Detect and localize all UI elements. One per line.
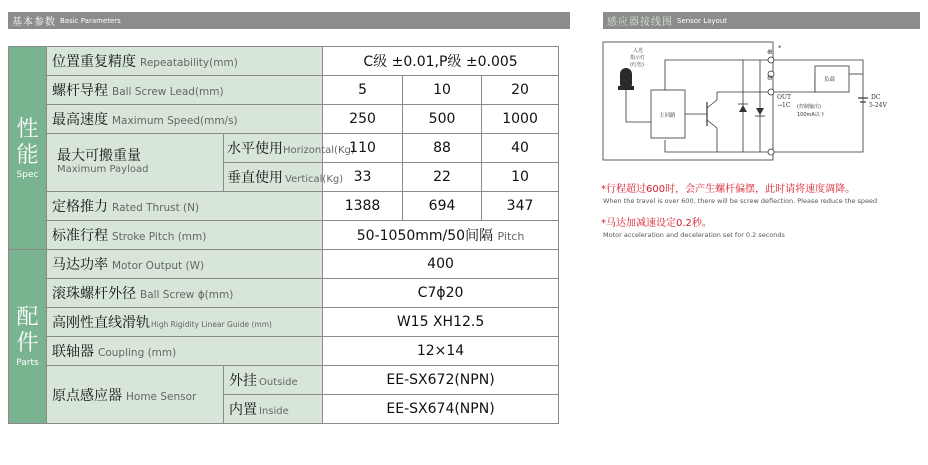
- value-cell: 250: [323, 105, 403, 134]
- sensor-layout-header: [603, 12, 920, 29]
- label-en: Maximum Payload: [57, 163, 149, 175]
- parameters-table: [8, 46, 559, 424]
- lamp-label-3: (红色): [630, 62, 644, 68]
- star-sign: *: [778, 44, 782, 52]
- label-en: Coupling (mm): [98, 347, 177, 359]
- sensor-wiring-diagram: [603, 42, 915, 160]
- output-note-1: (控制输出): [797, 104, 821, 110]
- wire: [665, 60, 771, 90]
- label-zh: 定格推力: [52, 199, 108, 215]
- value-cell: 1388: [323, 192, 403, 221]
- value-cell: EE-SX672(NPN): [323, 366, 559, 395]
- lamp-label-1: 入光: [633, 48, 644, 54]
- note-travel-zh: *行程超过600时，会产生螺杆偏摆，此时请将速度调降。: [601, 184, 856, 195]
- label-en: Horizontal(Kg): [283, 145, 355, 156]
- label-zh: 高刚性直线滑轨: [52, 315, 150, 331]
- value-cell: 1000: [482, 105, 559, 134]
- label-cell: [47, 221, 323, 250]
- label-en: Outside: [259, 377, 298, 388]
- note-travel-en: When the travel is over 600, there will be screw deflection. Please reduce the speed: [603, 197, 878, 205]
- output-note-2: 100mA以下: [797, 112, 825, 118]
- wire: [665, 140, 771, 152]
- voltage-label: 5-24V: [869, 102, 887, 109]
- value-cell: 110: [323, 134, 403, 163]
- label-cell: [224, 163, 344, 192]
- value-cell: 5: [323, 76, 403, 105]
- group-spec-cell: [9, 47, 47, 250]
- minus-sign: ⊖: [767, 74, 773, 82]
- terminal-gnd: [768, 149, 774, 155]
- label-cell: [47, 47, 323, 76]
- label-zh: 标准行程: [52, 228, 108, 244]
- label-zh: 内置: [229, 402, 257, 418]
- plus-sign: ⊕: [767, 48, 773, 56]
- table-row-coupling: [9, 337, 559, 366]
- out-label: OUT: [777, 94, 791, 101]
- label-cell: [47, 279, 323, 308]
- value-cell: 88: [403, 134, 482, 163]
- table-row-motor: [9, 250, 559, 279]
- label-en: Repeatability(mm): [140, 57, 238, 69]
- label-zh: 位置重复精度: [52, 54, 136, 70]
- label-zh: 联轴器: [52, 344, 94, 360]
- label-cell: [47, 308, 323, 337]
- table-row-lead: [9, 76, 559, 105]
- value-cell: 10: [482, 163, 559, 192]
- group-spec-zh: 性能: [16, 116, 39, 168]
- label-en: Motor Output (W): [112, 260, 205, 272]
- value-cell: 347: [482, 192, 559, 221]
- label-en: High Rigidity Linear Guide (mm): [151, 320, 272, 329]
- group-parts-en: Parts: [16, 358, 39, 368]
- label-cell: [47, 76, 323, 105]
- dc-label: DC: [871, 94, 881, 101]
- value-cell: [323, 221, 559, 250]
- value-cell: 12×14: [323, 337, 559, 366]
- table-row-speed: [9, 105, 559, 134]
- label-en: Ball Screw Lead(mm): [112, 86, 224, 98]
- header-title-en: Basic Parameters: [60, 16, 121, 25]
- value-cell: C级 ±0.01,P级 ±0.005: [323, 47, 559, 76]
- header-title-zh: 感应器接线图: [607, 17, 673, 28]
- value-cell: 694: [403, 192, 482, 221]
- payload-label-cell: [47, 134, 224, 192]
- header-title-zh: 基本参数: [12, 17, 56, 28]
- label-en: Ball Screw ϕ(mm): [140, 289, 234, 301]
- label-zh: 原点感应器: [52, 387, 122, 404]
- value-cell: 500: [403, 105, 482, 134]
- basic-parameters-header: [8, 12, 570, 29]
- value-cell: W15 XH12.5: [323, 308, 559, 337]
- terminal-plus: [768, 57, 774, 63]
- value-cell: 400: [323, 250, 559, 279]
- diode-icon: [739, 105, 747, 112]
- label-en: Maximum Speed(mm/s): [112, 115, 238, 127]
- main-circuit-label: 主回路: [659, 113, 676, 119]
- home-sensor-label-cell: [47, 366, 224, 424]
- header-title-en: Sensor Layout: [677, 16, 728, 25]
- table-row-stroke: [9, 221, 559, 250]
- label-zh: 螺杆导程: [52, 83, 108, 99]
- label-en: Stroke Pitch (mm): [112, 231, 207, 243]
- lamp-base: [618, 86, 634, 90]
- value-cell: 10: [403, 76, 482, 105]
- lamp-label-2: 指示灯: [630, 55, 646, 61]
- note-accel-zh: *马达加减速设定0.2秒。: [601, 218, 712, 229]
- label-cell: [47, 250, 323, 279]
- table-row-home-sensor-outside: [9, 366, 559, 395]
- label-cell: [47, 337, 323, 366]
- note-accel-en: Motor acceleration and deceleration set for 0.2 seconds: [603, 231, 785, 239]
- load-label: 负载: [824, 77, 836, 83]
- table-row-ballscrew: [9, 279, 559, 308]
- value-cell: C7ϕ20: [323, 279, 559, 308]
- label-en: Inside: [259, 406, 289, 417]
- label-zh: 水平使用: [227, 141, 283, 157]
- value-cell: 40: [482, 134, 559, 163]
- label-cell: [47, 192, 323, 221]
- current-label: →1C: [777, 102, 791, 109]
- table-row-payload-horizontal: [9, 134, 559, 163]
- stroke-value: 50-1050mm/50间隔: [356, 228, 494, 244]
- diode-icon: [756, 108, 764, 115]
- terminal-out: [768, 89, 774, 95]
- group-parts-zh: 配件: [16, 305, 39, 356]
- table-row-guide: [9, 308, 559, 337]
- label-en: Vertical(Kg): [285, 174, 344, 185]
- table-row-thrust: [9, 192, 559, 221]
- label-zh: 垂直使用: [227, 170, 283, 186]
- label-zh: 滚珠螺杆外径: [52, 286, 136, 302]
- label-cell: [224, 366, 323, 395]
- label-cell: [47, 105, 323, 134]
- wire: [626, 90, 651, 122]
- value-cell: 22: [403, 163, 482, 192]
- group-parts-cell: [9, 250, 47, 424]
- value-cell: 20: [482, 76, 559, 105]
- stroke-value-en: Pitch: [497, 230, 525, 243]
- label-en: Home Sensor: [126, 390, 197, 403]
- label-cell: [224, 395, 323, 424]
- label-cell: [224, 134, 355, 163]
- label-zh: 最高速度: [52, 112, 108, 128]
- value-cell: EE-SX674(NPN): [323, 395, 559, 424]
- label-en: Rated Thrust (N): [112, 202, 200, 214]
- value-cell: 33: [323, 163, 403, 192]
- label-zh: 马达功率: [52, 257, 108, 273]
- label-zh: 最大可搬重量: [57, 147, 141, 164]
- group-spec-en: Spec: [16, 169, 39, 180]
- table-row-repeatability: [9, 47, 559, 76]
- label-zh: 外挂: [229, 373, 257, 389]
